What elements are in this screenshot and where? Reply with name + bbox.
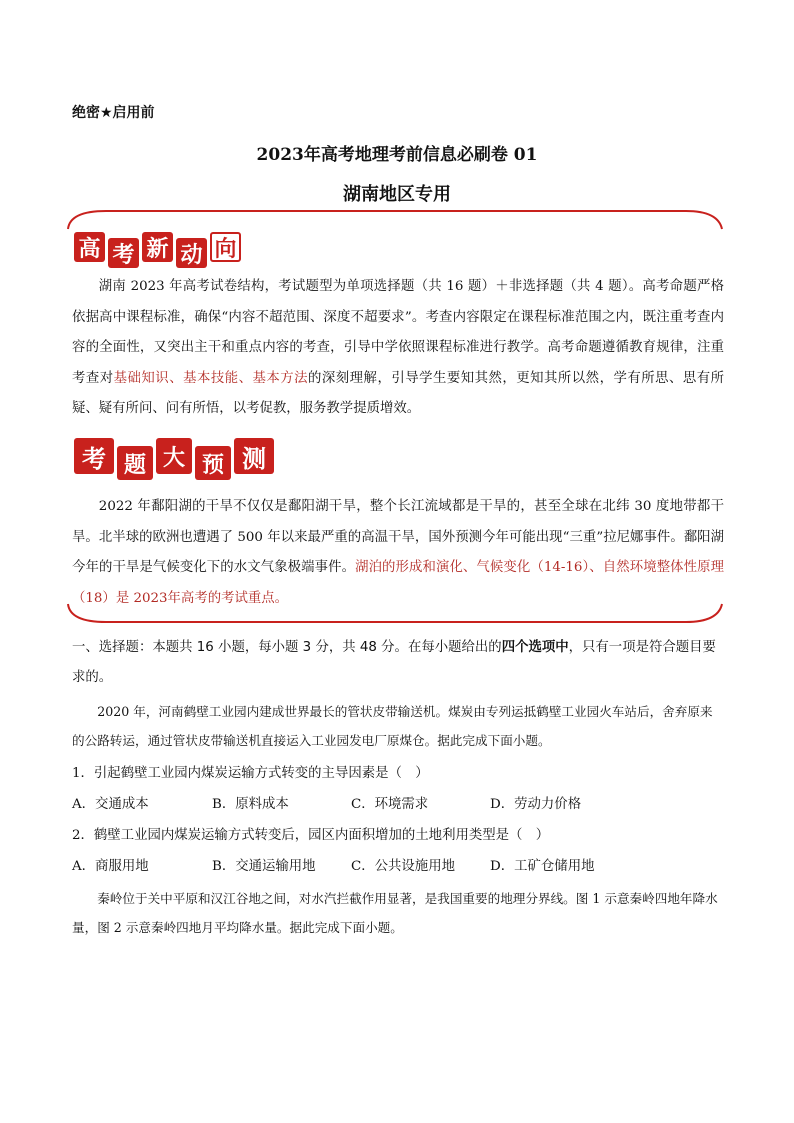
curved-divider-bottom: [66, 602, 726, 626]
paper-subtitle: 湖南地区专用: [343, 184, 451, 205]
option-c[interactable]: C．公共设施用地: [351, 859, 455, 874]
banner-char: 测: [234, 438, 274, 474]
highlight-basic-skills: 基本技能: [183, 370, 239, 386]
option-d[interactable]: D．劳动力价格: [490, 797, 582, 812]
trend-paragraph: 湖南 2023 年高考试卷结构，考试题型为单项选择题（共 16 题）＋非选择题（共 4 题）。高考命题严格依据高中课程标准，确保“内容不超范围、深度不超要求”。考查内容限定在课程标准范围之内，既注重考查内容的全面性，又突出主干和重点内容的考查，引导中学依照课程标准进行教学。高考命题遵循教育规律，注重考查对基础知识、基本技能、基本方法的深刻理解，引导学生要知其然，更知其所以然，学有所思、思有所疑、疑有所问、问有所悟，以考促教，服务教学提质增效。: [72, 279, 725, 416]
banner-char: 预: [195, 446, 231, 480]
section-banner-prediction: [74, 438, 277, 478]
option-a[interactable]: A．商服用地: [72, 859, 149, 874]
question-1: [72, 758, 724, 882]
prediction-paragraph: 2022 年鄱阳湖的干旱不仅仅是鄱阳湖干旱，整个长江流域都是干旱的，甚至全球在北纬 30 度地带都干旱。北半球的欧洲也遭遇了 500 年以来最严重的高温干旱，国外预测今年可能出现“三重”拉尼娜事件。鄱阳湖今年的干旱是气候变化下的水文气象极端事件。湖泊的形成和演化、气候变化（14-16）、自然环境整体性原理（18）是 2023年高考的考试重点。: [72, 499, 725, 606]
option-b[interactable]: B．原料成本: [212, 797, 289, 812]
option-b[interactable]: B．交通运输用地: [212, 859, 316, 874]
confidential-label: 绝密★启用前: [72, 105, 155, 121]
option-d[interactable]: D．工矿仓储用地: [490, 859, 595, 874]
paper-title: 2023年高考地理考前信息必刷卷 01: [256, 145, 538, 165]
highlight-basic-methods: 基本方法: [252, 370, 309, 386]
banner-char: 考: [108, 238, 139, 268]
exam-focus-highlight: 湖泊的形成和演化、气候变化（14-16）、自然环境整体性原理（18）是 2023年高考的考试重点。: [72, 560, 725, 606]
banner-char: 高: [74, 232, 105, 262]
question-section-heading: 一、选择题：本题共 16 小题，每小题 3 分，共 48 分。在每小题给出的四个选项中，只有一项是符合题目要求的。: [72, 640, 716, 685]
curved-divider-top: [66, 205, 726, 231]
banner-char: 题: [117, 446, 153, 480]
option-c[interactable]: C．环境需求: [351, 797, 429, 812]
highlight-basic-knowledge: 基础知识: [113, 370, 170, 386]
banner-char: 大: [156, 438, 192, 474]
banner-char: 新: [142, 232, 173, 262]
banner-char: 考: [74, 438, 114, 474]
option-a[interactable]: A．交通成本: [72, 797, 149, 812]
material-2: 秦岭位于关中平原和汉江谷地之间，对水汽拦截作用显著，是我国重要的地理分界线。图 1 示意秦岭四地年降水量，图 2 示意秦岭四地月平均降水量。据此完成下面小题。: [72, 891, 718, 935]
banner-char: 动: [176, 238, 207, 268]
question-stem: 2．鹤壁工业园内煤炭运输方式转变后，园区内面积增加的土地利用类型是（ ）: [72, 828, 550, 843]
banner-char: 向: [210, 232, 241, 262]
material-1: 2020 年，河南鹤壁工业园内建成世界最长的管状皮带输送机。煤炭由专列运抵鹤壁工业园火车站后，舍弃原来的公路转运，通过管状皮带输送机直接运入工业园发电厂原煤仓。据此完成下面小题。: [72, 704, 713, 748]
section-banner-trend: [74, 232, 244, 268]
question-stem: 1．引起鹤壁工业园内煤炭运输方式转变的主导因素是（ ）: [72, 766, 429, 781]
